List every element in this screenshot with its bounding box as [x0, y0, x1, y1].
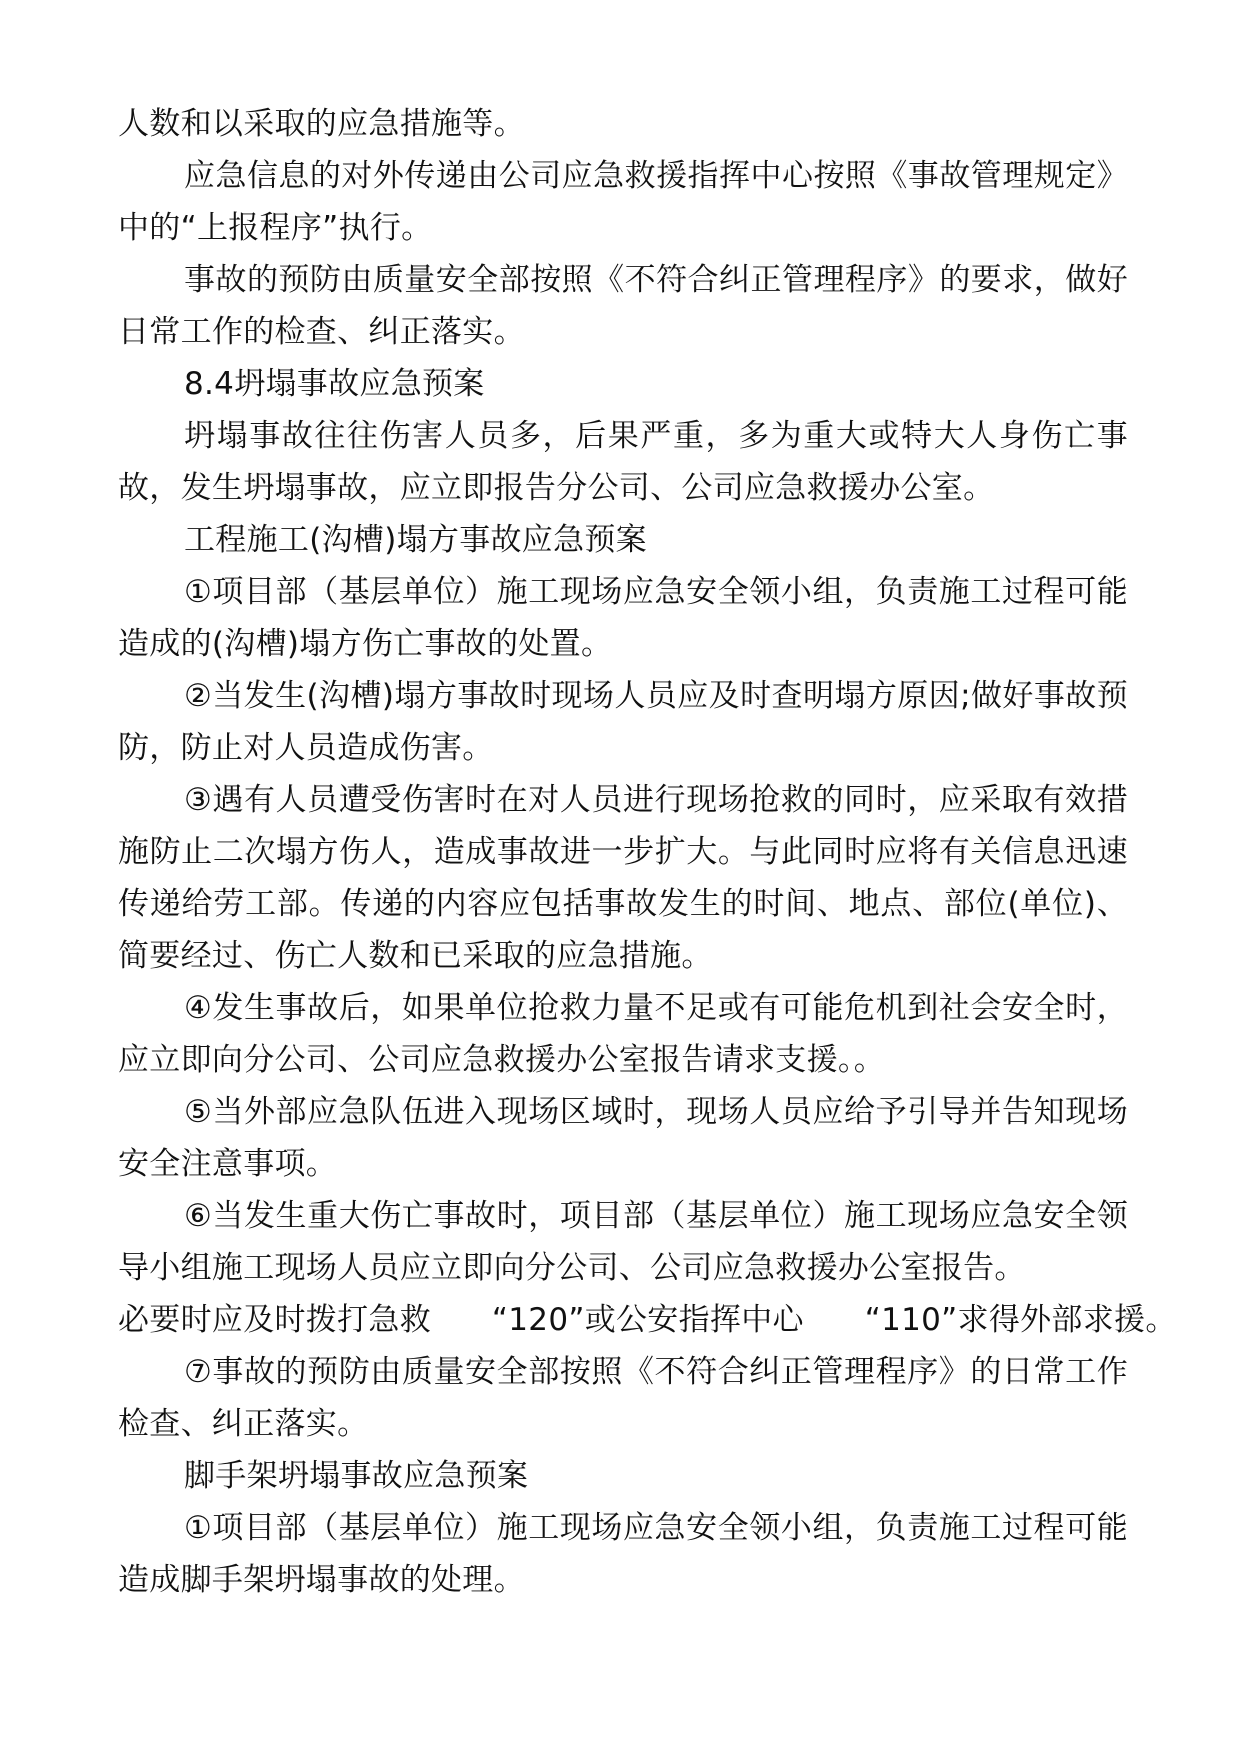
section-heading-8-4: 8.4坍塌事故应急预案: [184, 366, 485, 402]
paragraph-1: 人数和以采取的应急措施等。: [118, 106, 525, 142]
list-item-6-continuation: 必要时应及时拨打急救 “120”或公安指挥中心 “110”求得外部求援。: [118, 1302, 1177, 1338]
list-item-2: ②当发生(沟槽)塌方事故时现场人员应及时查明塌方原因;做好事故预防，防止对人员造成伤害。: [118, 678, 1128, 766]
paragraph-5: 坍塌事故往往伤害人员多，后果严重，多为重大或特大人身伤亡事故，发生坍塌事故，应立即报告分公司、公司应急救援办公室。: [118, 418, 1128, 506]
list-item-3: ③遇有人员遭受伤害时在对人员进行现场抢救的同时，应采取有效措施防止二次塌方伤人，造成事故进一步扩大。与此同时应将有关信息迅速传递给劳工部。传递的内容应包括事故发生的时间、地点、部位(单位)、简要经过、伤亡人数和已采取的应急措施。: [118, 782, 1128, 974]
subsection-heading-trench: 工程施工(沟槽)塌方事故应急预案: [184, 522, 647, 558]
list-item-1: ①项目部（基层单位）施工现场应急安全领小组，负责施工过程可能造成的(沟槽)塌方伤亡事故的处置。: [118, 574, 1128, 662]
paragraph-3: 事故的预防由质量安全部按照《不符合纠正管理程序》的要求，做好日常工作的检查、纠正落实。: [118, 262, 1128, 350]
list-item-6: ⑥当发生重大伤亡事故时，项目部（基层单位）施工现场应急安全领导小组施工现场人员应立即向分公司、公司应急救援办公室报告。: [118, 1198, 1128, 1286]
paragraph-2: 应急信息的对外传递由公司应急救援指挥中心按照《事故管理规定》中的“上报程序”执行。: [118, 158, 1128, 246]
subsection-heading-scaffold: 脚手架坍塌事故应急预案: [184, 1458, 529, 1494]
list-item-7: ⑦事故的预防由质量安全部按照《不符合纠正管理程序》的日常工作检查、纠正落实。: [118, 1354, 1128, 1442]
document-body: [118, 98, 1177, 1606]
list-item-5: ⑤当外部应急队伍进入现场区域时，现场人员应给予引导并告知现场安全注意事项。: [118, 1094, 1128, 1182]
list-item-4: ④发生事故后，如果单位抢救力量不足或有可能危机到社会安全时，应立即向分公司、公司应急救援办公室报告请求支援。。: [118, 990, 1128, 1078]
scaffold-list-item-1: ①项目部（基层单位）施工现场应急安全领小组，负责施工过程可能造成脚手架坍塌事故的处理。: [118, 1510, 1128, 1598]
